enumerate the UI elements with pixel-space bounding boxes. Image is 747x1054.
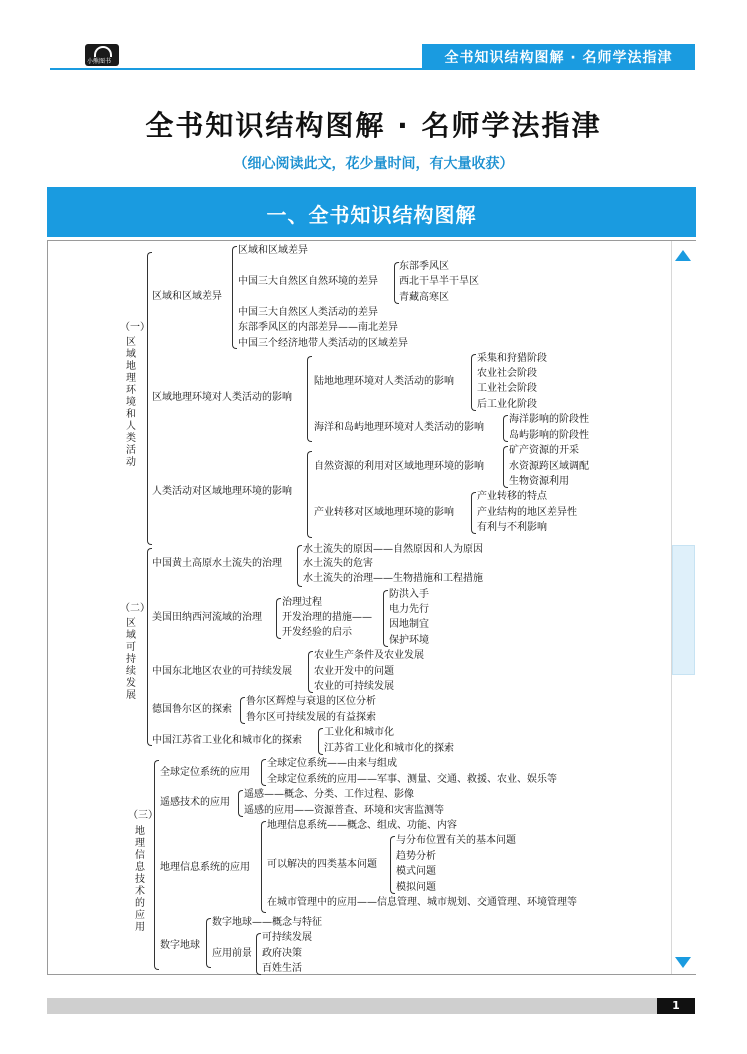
p3d-prospects-brace — [256, 933, 261, 975]
p2b-label: 美国田纳西河流域的治理 — [152, 612, 262, 623]
p3a-item: 全球定位系统——由来与组成 — [267, 758, 397, 769]
p2c-item: 农业开发中的问题 — [314, 666, 394, 677]
p1a-item: 中国三大自然区自然环境的差异 — [238, 276, 378, 287]
logo-text: 小熊图书 — [87, 58, 112, 65]
p3c-brace — [261, 821, 266, 913]
stage-item: 后工业化阶段 — [477, 399, 537, 410]
p2a-brace — [297, 545, 302, 587]
p2d-brace — [240, 697, 245, 724]
footer-bar — [47, 998, 657, 1014]
scrollbar-thumb[interactable] — [672, 545, 695, 675]
part2-label: 区域可持续发展 — [126, 618, 136, 701]
p3d-label: 数字地球 — [160, 940, 200, 951]
part2-number: （二） — [120, 603, 150, 614]
problem-item: 趋势分析 — [396, 851, 436, 862]
header-divider — [50, 68, 695, 70]
measure-item: 因地制宜 — [389, 619, 429, 630]
p2b-item: 开发经验的启示 — [282, 627, 352, 638]
p2d-item: 鲁尔区可持续发展的有益探索 — [246, 712, 376, 723]
page-title: 全书知识结构图解 · 名师学法指津 — [145, 109, 602, 142]
p3c-problems-brace — [390, 836, 395, 894]
p1a-item: 区域和区域差异 — [238, 245, 308, 256]
prospect-item: 政府决策 — [262, 948, 302, 959]
problem-item: 与分布位置有关的基本问题 — [396, 835, 516, 846]
sea-item: 海洋影响的阶段性 — [509, 414, 589, 425]
p1b-land-label: 陆地地理环境对人类活动的影响 — [314, 376, 454, 387]
p3b-item: 遥感的应用——资源普查、环境和灾害监测等 — [244, 805, 444, 816]
section-title: 一、全书知识结构图解 — [266, 203, 477, 227]
p1c-brace — [307, 451, 312, 538]
p3b-label: 遥感技术的应用 — [160, 797, 230, 808]
part3-label: 地理信息技术的应用 — [135, 826, 145, 933]
p3d-item: 数字地球——概念与特征 — [212, 917, 322, 928]
stage-item: 工业社会阶段 — [477, 383, 537, 394]
prospect-item: 百姓生活 — [262, 963, 302, 974]
res-item: 生物资源利用 — [509, 476, 569, 487]
p3d-item: 应用前景 — [212, 948, 252, 959]
p2b-measures-brace — [383, 590, 388, 647]
ind-item: 产业转移的特点 — [477, 491, 547, 502]
part3-brace — [154, 760, 159, 970]
p2e-label: 中国江苏省工业化和城市化的探索 — [152, 735, 302, 746]
page-number-box — [657, 998, 695, 1014]
p1a-label: 区域和区域差异 — [152, 291, 222, 302]
res-item: 水资源跨区域调配 — [509, 461, 589, 472]
p3b-brace — [238, 790, 243, 817]
page-number: 1 — [672, 999, 680, 1012]
stage-item: 采集和狩猎阶段 — [477, 353, 547, 364]
p2b-item: 开发治理的措施—— — [282, 612, 372, 623]
p3c-label: 地理信息系统的应用 — [160, 862, 250, 873]
p2c-brace — [308, 651, 313, 693]
measure-item: 保护环境 — [389, 635, 429, 646]
header-title: 全书知识结构图解 · 名师学法指津 — [444, 50, 673, 66]
p3c-item: 可以解决的四类基本问题 — [267, 859, 377, 870]
stage-item: 农业社会阶段 — [477, 368, 537, 379]
p3d-brace — [206, 918, 211, 968]
header-band — [422, 44, 695, 68]
p2a-item: 水土流失的危害 — [303, 558, 373, 569]
p1a-item: 中国三个经济地带人类活动的区域差异 — [238, 338, 408, 349]
part1-label: 区域地理环境和人类活动 — [126, 337, 136, 468]
ind-item: 有利与不利影响 — [477, 522, 547, 533]
p2c-item: 农业的可持续发展 — [314, 681, 394, 692]
p2a-item: 水土流失的治理——生物措施和工程措施 — [303, 573, 483, 584]
p2d-item: 鲁尔区辉煌与衰退的区位分析 — [246, 696, 376, 707]
p2a-item: 水土流失的原因——自然原因和人为原因 — [303, 544, 483, 555]
p2e-item: 江苏省工业化和城市化的探索 — [324, 743, 454, 754]
p2c-label: 中国东北地区农业的可持续发展 — [152, 666, 292, 677]
p1b-sea-brace — [503, 415, 508, 442]
p1a-item: 东部季风区的内部差异——南北差异 — [238, 322, 398, 333]
page-subtitle: （细心阅读此文，花少量时间，有大量收获） — [233, 156, 514, 172]
publisher-logo — [85, 44, 119, 66]
scroll-up-icon[interactable] — [675, 250, 691, 261]
p3a-brace — [261, 759, 266, 786]
p3c-item: 地理信息系统——概念、组成、功能、内容 — [267, 820, 457, 831]
part3-number: （三） — [128, 810, 158, 821]
p1c-label: 人类活动对区域地理环境的影响 — [152, 486, 292, 497]
p1b-label: 区域地理环境对人类活动的影响 — [152, 392, 292, 403]
p1b-brace — [307, 356, 312, 442]
zone-item: 东部季风区 — [399, 261, 449, 272]
measure-item: 电力先行 — [389, 604, 429, 615]
p3b-item: 遥感——概念、分类、工作过程、影像 — [244, 789, 414, 800]
scroll-down-icon[interactable] — [675, 957, 691, 968]
part2-brace — [147, 548, 152, 746]
p2b-brace — [276, 598, 281, 639]
p3a-label: 全球定位系统的应用 — [160, 767, 250, 778]
p1a-item: 中国三大自然区人类活动的差异 — [238, 307, 378, 318]
p2e-brace — [318, 728, 323, 755]
part1-number: （一） — [120, 322, 150, 333]
ind-item: 产业结构的地区差异性 — [477, 507, 577, 518]
p3c-item: 在城市管理中的应用——信息管理、城市规划、交通管理、环境管理等 — [267, 897, 577, 908]
zone-item: 青藏高寒区 — [399, 292, 449, 303]
p2a-label: 中国黄土高原水土流失的治理 — [152, 558, 282, 569]
p2c-item: 农业生产条件及农业发展 — [314, 650, 424, 661]
p2d-label: 德国鲁尔区的探索 — [152, 704, 232, 715]
problem-item: 模拟问题 — [396, 882, 436, 893]
p1c-res-label: 自然资源的利用对区域地理环境的影响 — [314, 461, 484, 472]
p1c-ind-brace — [471, 492, 476, 534]
problem-item: 模式问题 — [396, 866, 436, 877]
section-header — [47, 187, 696, 237]
zone-item: 西北干旱半干旱区 — [399, 276, 479, 287]
p1c-ind-label: 产业转移对区域地理环境的影响 — [314, 507, 454, 518]
p1a-brace — [232, 246, 237, 349]
p1b-land-brace — [471, 354, 476, 411]
res-item: 矿产资源的开采 — [509, 445, 579, 456]
p2e-item: 工业化和城市化 — [324, 727, 394, 738]
measure-item: 防洪入手 — [389, 589, 429, 600]
p3a-item: 全球定位系统的应用——军事、测量、交通、救援、农业、娱乐等 — [267, 774, 557, 785]
sea-item: 岛屿影响的阶段性 — [509, 430, 589, 441]
p1b-sea-label: 海洋和岛屿地理环境对人类活动的影响 — [314, 422, 484, 433]
p1c-res-brace — [503, 446, 508, 488]
prospect-item: 可持续发展 — [262, 932, 312, 943]
p2b-item: 治理过程 — [282, 597, 322, 608]
